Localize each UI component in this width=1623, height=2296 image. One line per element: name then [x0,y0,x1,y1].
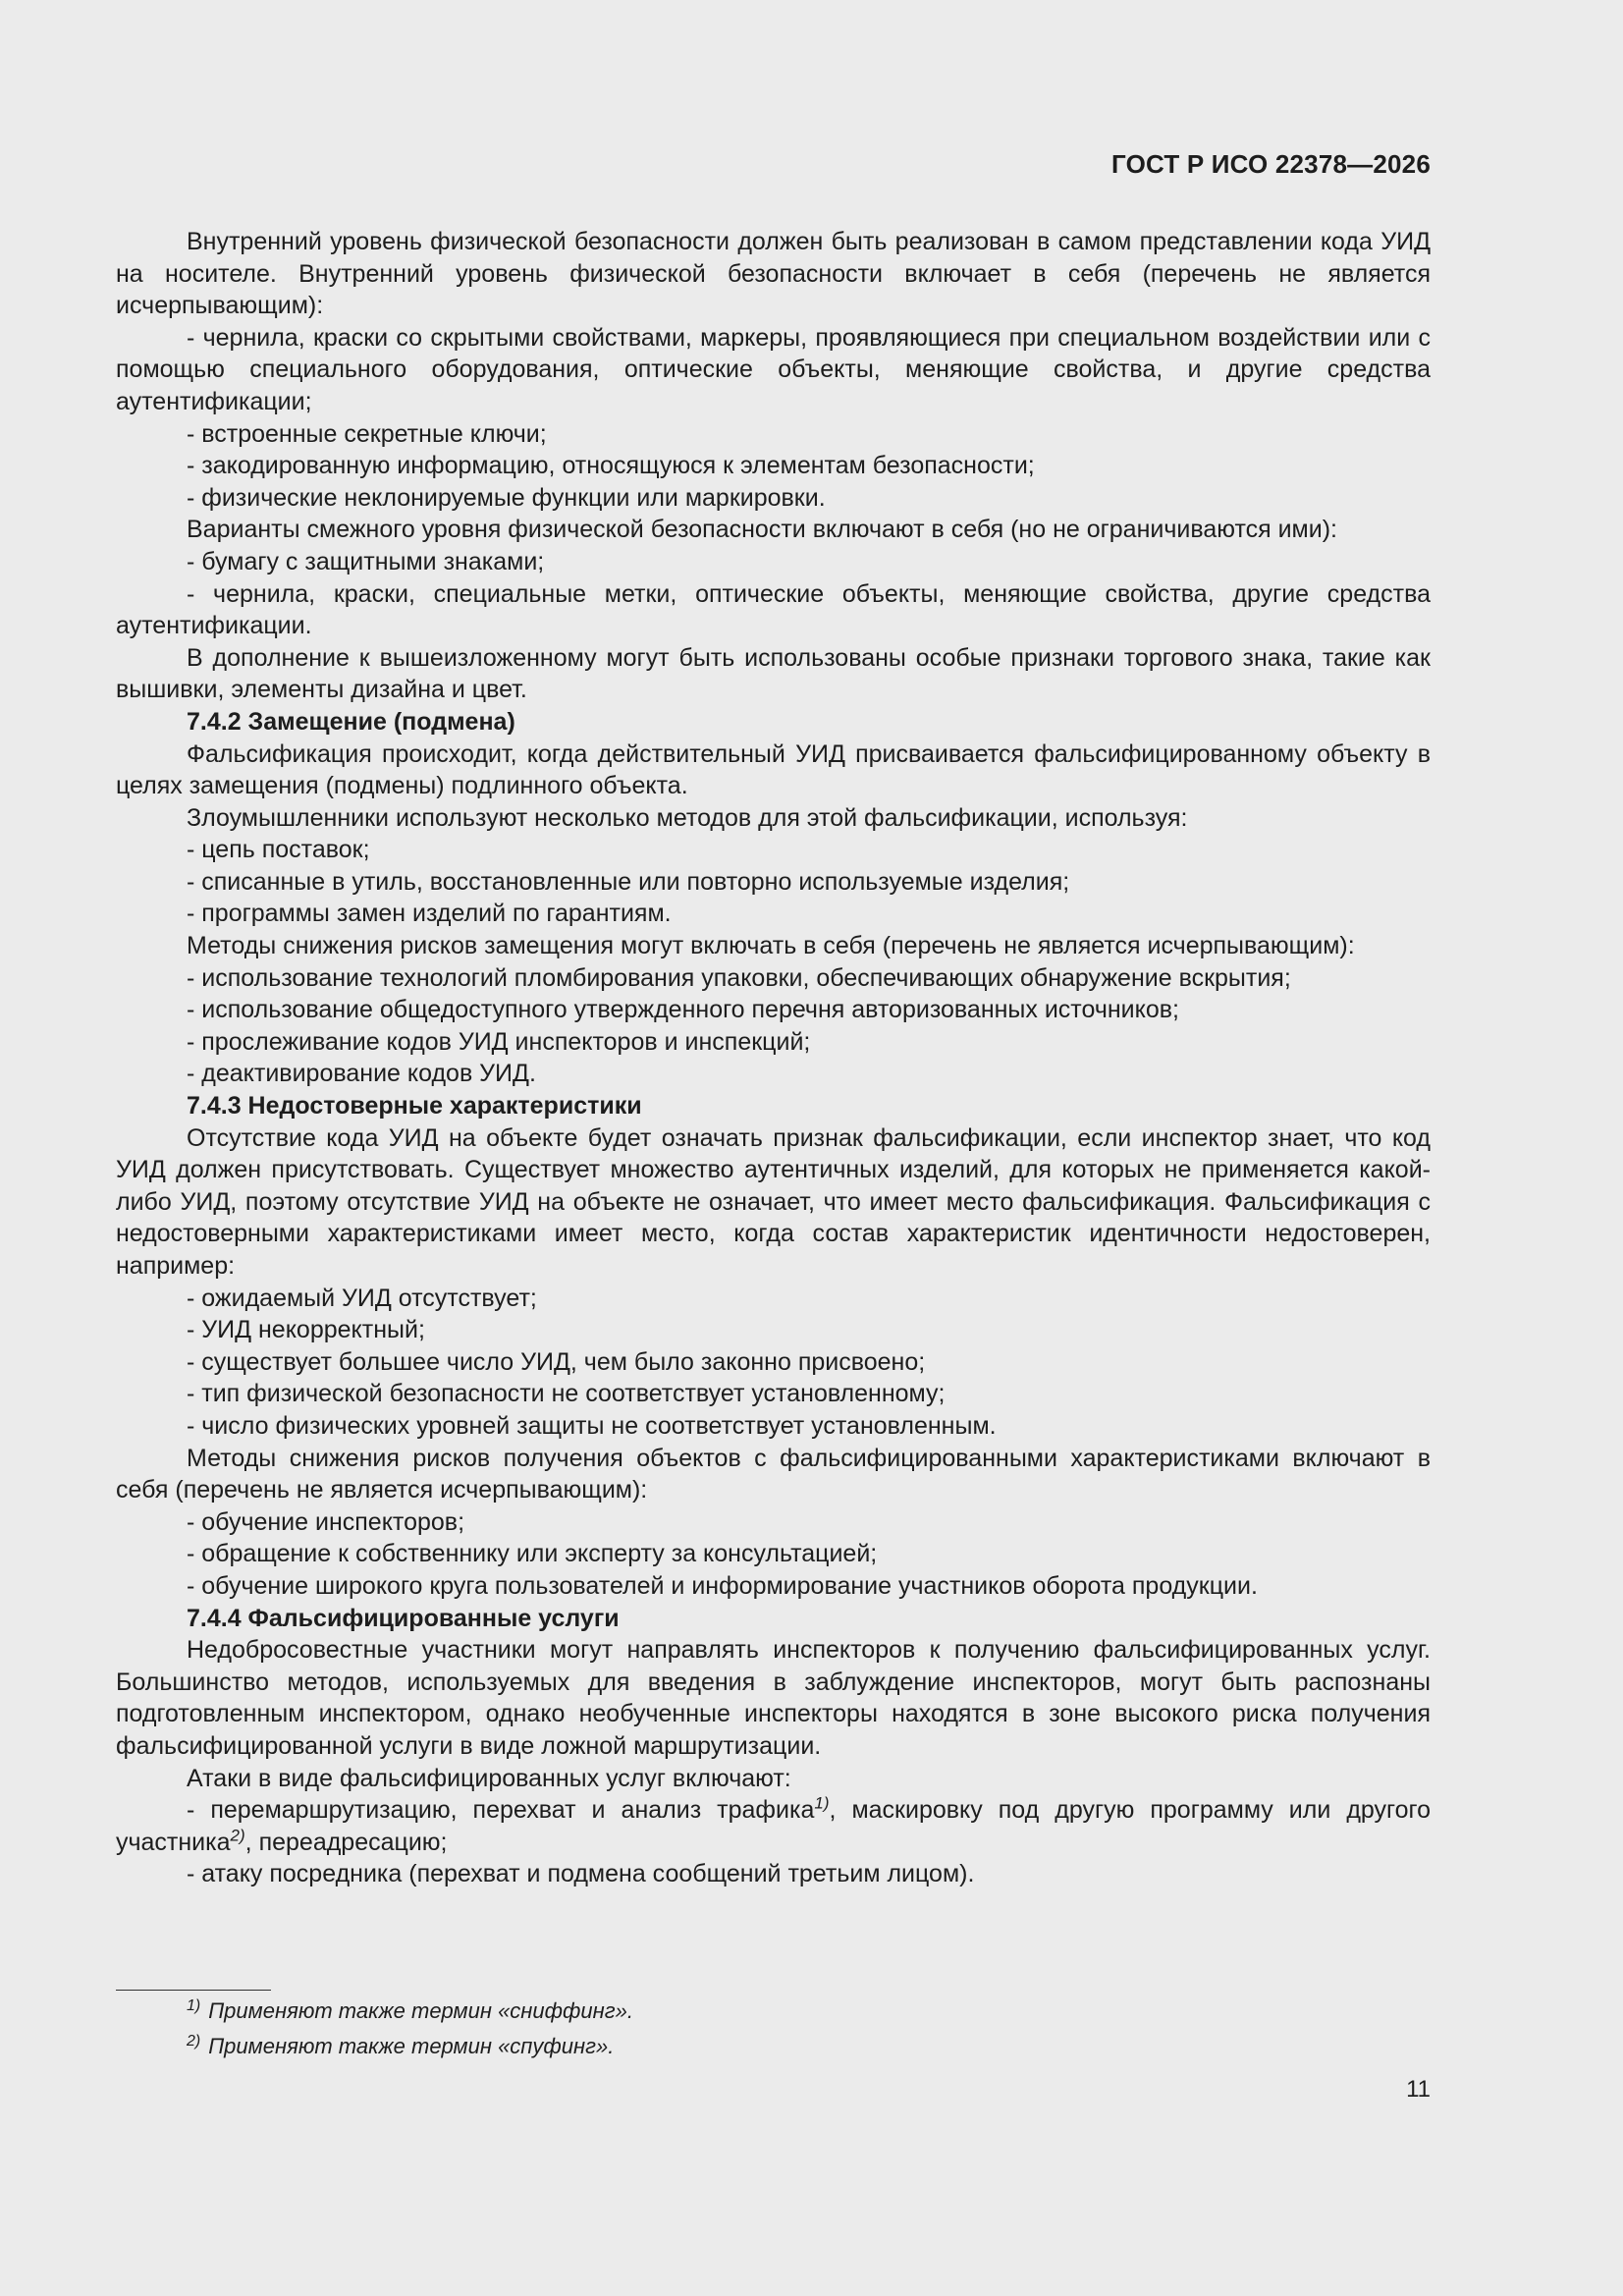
footnote-ref[interactable]: 2) [230,1826,245,1845]
list-item: - встроенные секретные ключи; [187,419,547,448]
footnote-mark: 1) [187,1996,201,2014]
list-item: - обращение к собственнику или эксперту за консультацией; [187,1540,878,1568]
paragraph: Варианты смежного уровня физической безопасности включают в себя (но не ограничиваются ими): [187,516,1337,544]
list-item: - использование технологий пломбирования упаковки, обеспечивающих обнаружение вскрытия; [187,963,1291,992]
paragraph: Недобросовестные участники могут направлять инспекторов к получению фальсифицированных услуг. Большинство методов, используемых для введения в заблуждение инспекторов, могут быть распознаны подготовленным инспектором, однако необученные инспекторы находятся в зоне высокого риска получения фальсифицированной услуги в виде ложной маршрутизации. [116,1636,1431,1760]
list-item: - число физических уровней защиты не соответствует установленным. [187,1411,997,1440]
list-item: - физические неклонируемые функции или маркировки. [187,483,826,512]
footnote [187,2029,633,2064]
list-item-text: , переадресацию; [244,1828,448,1856]
list-item: - чернила, краски, специальные метки, оптические объекты, меняющие свойства, другие средства аутентификации. [116,579,1431,640]
list-item-text: - перемаршрутизацию, перехват и анализ трафика [187,1796,815,1825]
list-item: - ожидаемый УИД отсутствует; [187,1284,537,1312]
list-item: - списанные в утиль, восстановленные или повторно используемые изделия; [187,867,1070,896]
section-heading: 7.4.2 Замещение (подмена) [187,707,515,736]
list-item: - закодированную информацию, относящуюся к элементам безопасности; [187,452,1035,480]
section-heading: 7.4.4 Фальсифицированные услуги [187,1604,620,1632]
list-item: - обучение инспекторов; [187,1507,465,1536]
page-body [116,226,1431,1890]
page-number: 11 [1406,2076,1431,2103]
paragraph: Отсутствие кода УИД на объекте будет означать признак фальсификации, если инспектор знает, что код УИД должен присутствовать. Существует множество аутентичных изделий, для которых не применяется какой-либо УИД, поэтому отсутствие УИД на объекте не означает, что имеет место фальсификация. Фальсификация с недостоверными характеристиками имеет место, когда состав характеристик идентичности недостоверен, например: [116,1123,1431,1280]
list-item: - прослеживание кодов УИД инспекторов и инспекций; [187,1027,811,1056]
paragraph: Методы снижения рисков замещения могут включать в себя (перечень не является исчерпывающим): [187,932,1355,960]
paragraph: Злоумышленники используют несколько методов для этой фальсификации, используя: [187,803,1188,832]
list-item-text: , маскировку под другую программу или другого участника [116,1796,1431,1856]
list-item: - УИД некорректный; [187,1316,425,1344]
footnote-ref[interactable]: 1) [814,1793,830,1813]
list-item: - существует большее число УИД, чем было законно присвоено; [187,1347,926,1376]
list-item: - цепь поставок; [187,836,370,864]
list-item: - деактивирование кодов УИД. [187,1060,536,1088]
paragraph: Внутренний уровень физической безопасности должен быть реализован в самом представлении кода УИД на носителе. Внутренний уровень физической безопасности включает в себя (перечень не является исчерпывающим): [116,228,1431,320]
list-item: - атаку посредника (перехват и подмена сообщений третьим лицом). [187,1860,975,1888]
list-item: - чернила, краски со скрытыми свойствами, маркеры, проявляющиеся при специальном воздействии или с помощью специального оборудования, оптические объекты, меняющие свойства, и другие средства аутентификации; [116,323,1431,415]
list-item: - тип физической безопасности не соответствует установленному; [187,1380,946,1408]
list-item: - использование общедоступного утвержденного перечня авторизованных источников; [187,996,1179,1024]
list-item: - бумагу с защитными знаками; [187,547,545,575]
paragraph: Атаки в виде фальсифицированных услуг включают: [187,1764,791,1792]
footnote-divider [116,1990,271,1991]
footnote [187,1994,633,2029]
paragraph: Методы снижения рисков получения объектов с фальсифицированными характеристиками включают в себя (перечень не является исчерпывающим): [116,1444,1431,1504]
section-heading: 7.4.3 Недостоверные характеристики [187,1092,642,1121]
footnote-mark: 2) [187,2032,201,2050]
footnote-text: Применяют также термин «спуфинг». [208,2034,615,2058]
list-item: - обучение широкого круга пользователей и информирование участников оборота продукции. [187,1571,1258,1600]
paragraph: Фальсификация происходит, когда действительный УИД присваивается фальсифицированному объекту в целях замещения (подмены) подлинного объекта. [116,739,1431,800]
footnote-text: Применяют также термин «сниффинг». [208,1998,633,2023]
list-item [116,1794,1431,1858]
paragraph: В дополнение к вышеизложенному могут быть использованы особые признаки торгового знака, такие как вышивки, элементы дизайна и цвет. [116,643,1431,704]
document-header: ГОСТ Р ИСО 22378—2026 [1110,149,1431,179]
list-item: - программы замен изделий по гарантиям. [187,900,672,928]
footnotes [187,1994,633,2064]
